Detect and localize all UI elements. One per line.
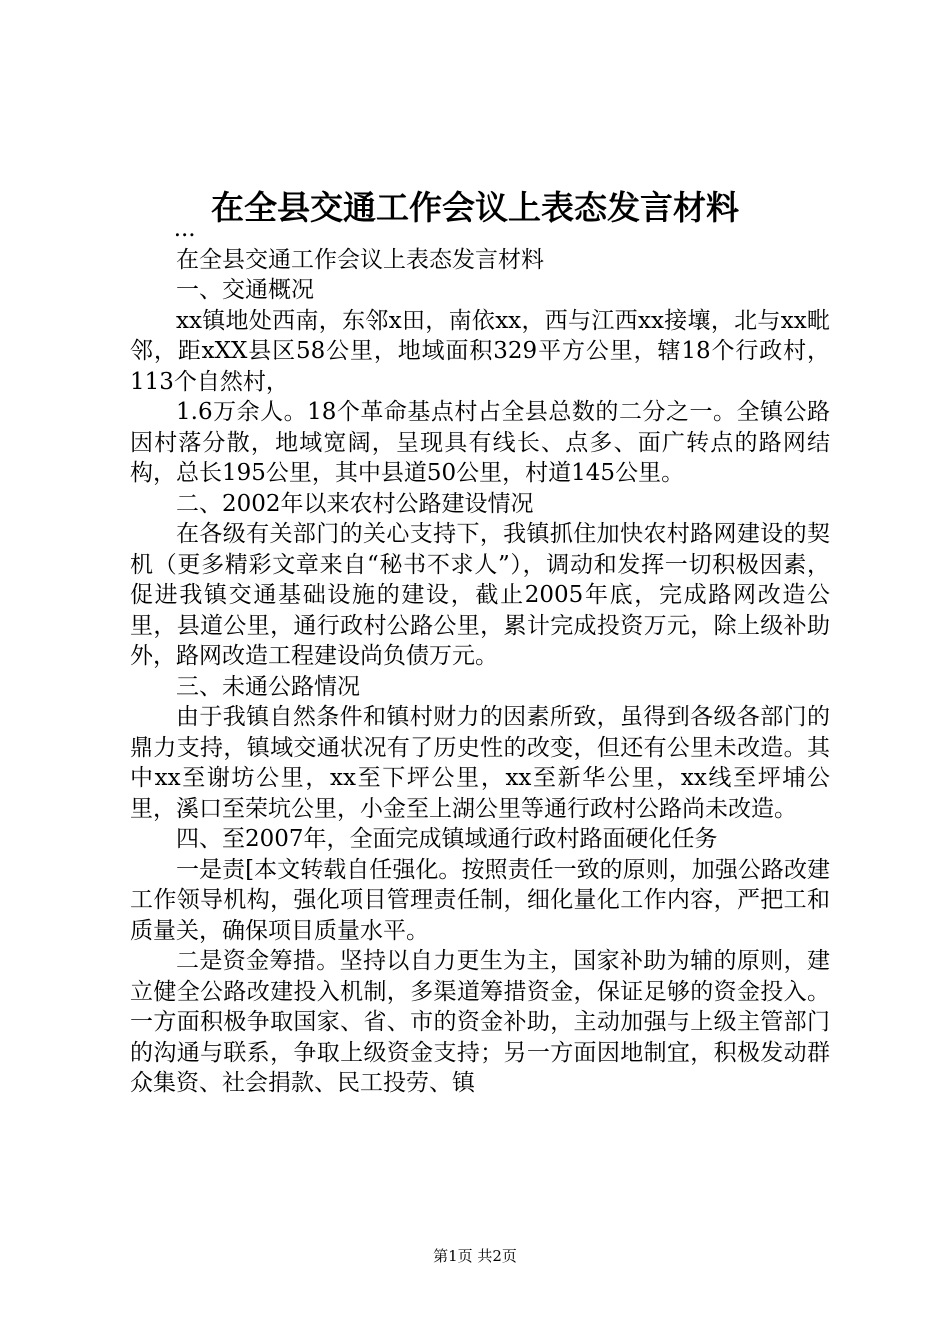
document-title: 在全县交通工作会议上表态发言材料 [211, 188, 739, 227]
page-footer: 第1页 共2页 [433, 1247, 517, 1265]
section-heading-1: 一、交通概况 [176, 277, 314, 303]
paragraph: 二是资金筹措。坚持以自力更生为主，国家补助为辅的原则，建立健全公路改建投入机制，多渠道筹措资金，保证足够的资金投入。一方面积极争取国家、省、市的资金补助，主动加强与上级主管部门的沟通与联系，争取上级资金支持；另一方面因地制宜，积极发动群众集资、社会捐款、民工投劳、镇 [130, 948, 830, 1096]
section-heading-3: 三、未通公路情况 [176, 673, 360, 700]
section-heading-2: 二、2002年以来农村公路建设情况 [176, 490, 534, 517]
paragraph-ellipsis: ... [173, 216, 196, 242]
section-heading-4: 四、至2007年，全面完成镇域通行政村路面硬化任务 [176, 826, 718, 852]
paragraph: 一是责[本文转载自任强化。按照责任一致的原则，加强公路改建工作领导机构，强化项目管理责任制，细化量化工作内容，严把工和质量关，确保项目质量水平。 [130, 856, 830, 944]
paragraph: 由于我镇自然条件和镇村财力的因素所致，虽得到各级各部门的鼎力支持，镇域交通状况有了历史性的改变，但还有公里未改造。其中xx至谢坊公里，xx至下坪公里，xx至新华公里，xx线至坪埔公里，溪口至荣坑公里，小金至上湖公里等通行政村公路尚未改造。 [130, 704, 830, 822]
document-body [130, 214, 830, 1099]
paragraph-subtitle: 在全县交通工作会议上表态发言材料 [176, 246, 544, 273]
paragraph: 在各级有关部门的关心支持下，我镇抓住加快农村路网建设的契机（更多精彩文章来自“秘书不求人”），调动和发挥一切积极因素，促进我镇交通基础设施的建设，截止2005年底，完成路网改造公里，县道公里，通行政村公路公里，累计完成投资万元，除上级补助外，路网改造工程建设尚负债万元。 [130, 521, 830, 669]
paragraph: xx镇地处西南，东邻x田，南依xx，西与江西xx接壤，北与xx毗邻，距xXX县区58公里，地域面积329平方公里，辖18个行政村，113个自然村， [130, 307, 830, 395]
paragraph: 1.6万余人。18个革命基点村占全县总数的二分之一。全镇公路因村落分散，地域宽阔，呈现具有线长、点多、面广转点的路网结构，总长195公里，其中县道50公里，村道145公里。 [130, 399, 830, 486]
